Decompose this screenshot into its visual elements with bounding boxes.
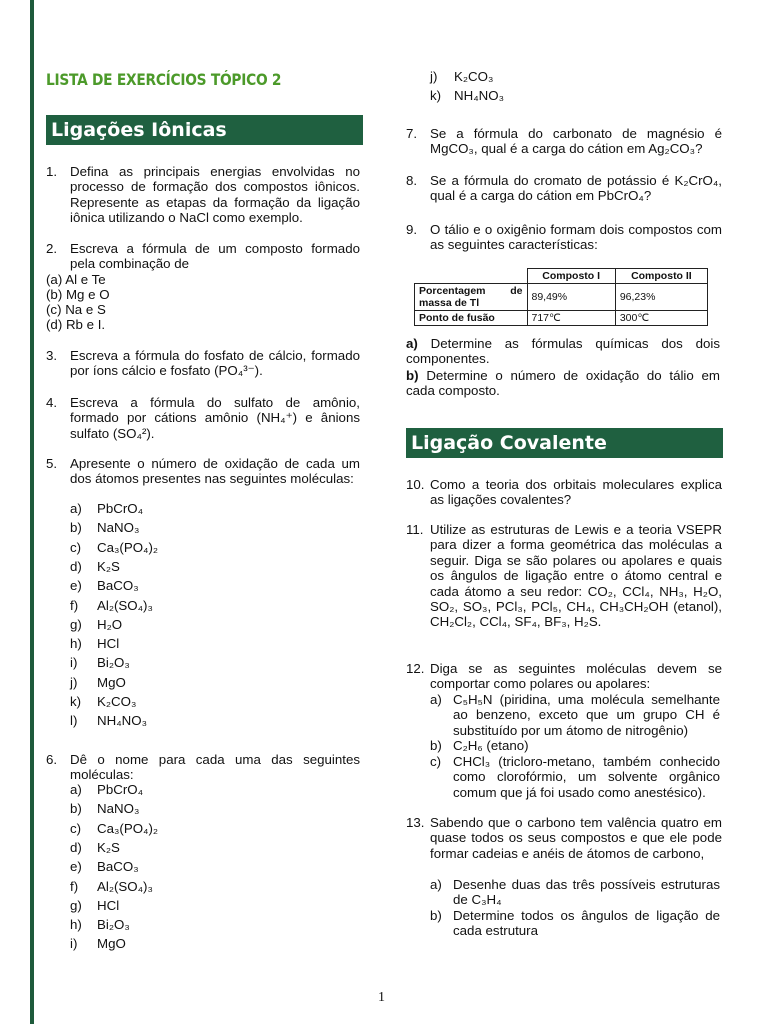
- item-label: b): [70, 520, 82, 536]
- question-text: Como a teoria dos orbitais moleculares explica as ligações covalentes?: [430, 477, 722, 508]
- question-number: 9.: [406, 222, 418, 237]
- list-item: [430, 877, 720, 908]
- item-label: l): [70, 713, 78, 729]
- item-label: k): [70, 694, 82, 709]
- item-text: BaCO₃: [97, 578, 139, 594]
- question-text: Sabendo que o carbono tem valência quatro em quase todos os seus compostos e que ele pode formar cadeias e anéis de átomos de carbono,: [430, 815, 722, 861]
- section-heading-ionic: Ligações Iônicas: [46, 115, 363, 145]
- item-text: Ca₃(PO₄)₂: [97, 820, 159, 836]
- item-text: NH₄NO₃: [454, 88, 504, 103]
- item-text: PbCrO₄: [97, 782, 144, 797]
- question-text: Escreva a fórmula de um composto formado pela combinação de: [70, 241, 360, 272]
- question-number: 8.: [406, 173, 418, 188]
- question-8: [406, 173, 722, 204]
- item-text: BaCO₃: [97, 859, 139, 875]
- item-label: e): [70, 578, 82, 594]
- item-label: d): [70, 839, 82, 855]
- list-item: [70, 879, 360, 894]
- part-text: Determine o número de oxidação do tálio em cada composto.: [406, 368, 720, 399]
- item-text: NaNO₃: [97, 520, 140, 536]
- list-item: [430, 69, 720, 84]
- list-item: [430, 908, 720, 939]
- question-number: 11.: [406, 522, 424, 537]
- item-text: C₅H₅N (piridina, uma molécula semelhante ao benzeno, exceto que um grupo CH é substituído por um átomo de nitrogênio): [453, 692, 720, 738]
- option-c: (c) Na e S: [46, 302, 106, 317]
- list-item: [70, 655, 360, 670]
- table-header: Composto II: [615, 269, 707, 284]
- list-item: [70, 540, 360, 555]
- item-text: HCl: [97, 636, 120, 652]
- item-label: b): [430, 738, 442, 753]
- list-item: [70, 821, 360, 836]
- question-number: 3.: [46, 348, 58, 363]
- list-item: [70, 598, 360, 613]
- item-text: Determine todos os ângulos de ligação de cada estrutura: [453, 908, 720, 939]
- item-label: d): [70, 558, 82, 574]
- item-text: Al₂(SO₄)₃: [97, 878, 153, 894]
- list-item: [70, 782, 360, 797]
- item-label: a): [70, 782, 82, 797]
- list-title: LISTA DE EXERCÍCIOS TÓPICO 2: [46, 70, 282, 89]
- question-number: 10.: [406, 477, 425, 492]
- item-label: g): [70, 616, 82, 632]
- question-5: [46, 456, 360, 487]
- item-text: H₂O: [97, 616, 123, 632]
- item-text: K₂CO₃: [454, 69, 494, 84]
- list-item: [70, 578, 360, 593]
- question-number: 12.: [406, 661, 425, 676]
- question-text: Apresente o número de oxidação de cada um dos átomos presentes nas seguintes moléculas:: [70, 456, 360, 487]
- question-9: [406, 222, 722, 253]
- item-text: MgO: [97, 936, 126, 952]
- table-row-label: Ponto de fusão: [415, 311, 528, 326]
- item-text: Bi₂O₃: [97, 917, 130, 933]
- table-row: [415, 311, 708, 326]
- list-item: [70, 840, 360, 855]
- question-number: 13.: [406, 815, 425, 830]
- list-item: [430, 754, 720, 800]
- table-cell: 96,23%: [615, 284, 707, 311]
- item-label: g): [70, 897, 82, 913]
- item-label: a): [70, 501, 82, 516]
- left-margin-bar: [30, 0, 34, 1024]
- table-header-row: [415, 269, 708, 284]
- list-item: [70, 859, 360, 874]
- table-row: [415, 284, 708, 311]
- option-b: (b) Mg e O: [46, 287, 110, 302]
- item-text: K₂S: [97, 839, 120, 855]
- item-label: i): [70, 936, 78, 952]
- item-text: Bi₂O₃: [97, 655, 130, 671]
- list-item: [70, 520, 360, 535]
- list-item: [430, 692, 720, 738]
- item-label: a): [430, 877, 442, 892]
- item-text: C₂H₆ (etano): [453, 738, 529, 753]
- question-number: 4.: [46, 395, 58, 410]
- question-11: [406, 522, 722, 630]
- question-number: 5.: [46, 456, 58, 471]
- question-text: Escreva a fórmula do sulfato de amônio, formado por cátions amônio (NH₄⁺) e ânions sulfato (SO₄²).: [70, 395, 360, 441]
- table-cell: 300℃: [615, 311, 707, 326]
- list-item: [70, 636, 360, 651]
- list-item: [430, 738, 720, 753]
- question-text: Dê o nome para cada uma das seguintes moléculas:: [70, 752, 360, 783]
- question-text: Se a fórmula do carbonato de magnésio é MgCO₃, qual é a carga do cátion em Ag₂CO₃?: [430, 126, 722, 157]
- question-text: Diga se as seguintes moléculas devem se comportar como polares ou apolares:: [430, 661, 722, 692]
- item-label: c): [70, 820, 82, 836]
- list-item: [70, 694, 360, 709]
- item-text: CHCl₃ (tricloro-metano, também conhecido como clorofórmio, um solvente orgânico comum que já foi usado como anestésico).: [453, 754, 720, 800]
- question-text: O tálio e o oxigênio formam dois compostos com as seguintes características:: [430, 222, 722, 253]
- item-label: f): [70, 597, 79, 613]
- list-item: [70, 936, 360, 951]
- table-cell: 717℃: [527, 311, 615, 326]
- item-text: Desenhe duas das três possíveis estruturas de C₃H₄: [453, 877, 720, 908]
- section-heading-covalent: Ligação Covalente: [406, 428, 723, 458]
- question-4: [46, 395, 360, 441]
- item-text: Ca₃(PO₄)₂: [97, 539, 159, 555]
- question-9-part-b: [406, 368, 720, 399]
- table-header: Composto I: [527, 269, 615, 284]
- question-7: [406, 126, 722, 157]
- item-label: h): [70, 636, 82, 652]
- page-number: 1: [378, 990, 385, 1005]
- question-text: Utilize as estruturas de Lewis e a teoria VSEPR para dizer a forma geométrica das moléculas a seguir. Diga se são polares ou apolares e quais os ângulos de ligação entre o átomo central e cada átomo a seu redor: CO₂, CCl₄, NH₃, H₂O, SO₂, SO₃, PCl₃, PCl₅, CH₄, CH₃CH₂OH (etanol), CH₂Cl₂, CCl₄, SF₄, BF₃, H₂S.: [430, 522, 722, 630]
- item-label: c): [70, 539, 82, 555]
- list-item: [70, 898, 360, 913]
- question-text: Se a fórmula do cromato de potássio é K₂CrO₄, qual é a carga do cátion em PbCrO₄?: [430, 173, 722, 204]
- item-text: HCl: [97, 897, 120, 913]
- part-text: Determine as fórmulas químicas dos dois componentes.: [406, 336, 720, 367]
- item-label: a): [430, 692, 442, 707]
- question-12: [406, 661, 722, 692]
- item-text: K₂CO₃: [97, 694, 137, 709]
- list-item: [70, 917, 360, 932]
- item-text: NaNO₃: [97, 801, 140, 817]
- item-text: K₂S: [97, 558, 120, 574]
- item-text: NH₄NO₃: [97, 713, 147, 729]
- question-10: [406, 477, 722, 508]
- item-label: j): [70, 674, 78, 690]
- item-text: PbCrO₄: [97, 501, 144, 516]
- item-label: b): [430, 908, 442, 923]
- question-6: [46, 752, 360, 783]
- item-text: MgO: [97, 674, 126, 690]
- list-item: [70, 801, 360, 816]
- table-cell: 89,49%: [527, 284, 615, 311]
- list-item: [70, 675, 360, 690]
- question-number: 2.: [46, 241, 58, 256]
- item-text: Al₂(SO₄)₃: [97, 597, 153, 613]
- question-3: [46, 348, 360, 379]
- item-label: e): [70, 859, 82, 875]
- list-item: [70, 713, 360, 728]
- question-1: [46, 164, 360, 226]
- item-label: j): [430, 69, 438, 84]
- question-number: 7.: [406, 126, 418, 141]
- table-row-label: Porcentagem de massa de Tl: [415, 284, 528, 311]
- question-9-part-a: [406, 336, 720, 367]
- list-item: [70, 617, 360, 632]
- item-label: f): [70, 878, 79, 894]
- question-number: 1.: [46, 164, 58, 179]
- thallium-table: [414, 268, 708, 326]
- item-label: i): [70, 655, 78, 671]
- item-label: b): [70, 801, 82, 817]
- table-corner: [415, 269, 528, 284]
- part-label: b): [406, 368, 419, 383]
- list-item: [70, 559, 360, 574]
- item-label: k): [430, 88, 442, 103]
- question-13: [406, 815, 722, 861]
- question-2: [46, 241, 360, 272]
- part-label: a): [406, 336, 418, 351]
- option-d: (d) Rb e I.: [46, 317, 106, 332]
- question-text: Defina as principais energias envolvidas no processo de formação dos compostos iônicos. Represente as etapas da formação da ligação iônica utilizando o NaCl como exemplo.: [70, 164, 360, 226]
- item-label: h): [70, 917, 82, 933]
- list-item: [70, 501, 360, 516]
- question-number: 6.: [46, 752, 58, 767]
- item-label: c): [430, 754, 442, 769]
- list-item: [430, 88, 720, 103]
- option-a: (a) Al e Te: [46, 272, 106, 287]
- question-text: Escreva a fórmula do fosfato de cálcio, formado por íons cálcio e fosfato (PO₄³⁻).: [70, 348, 360, 379]
